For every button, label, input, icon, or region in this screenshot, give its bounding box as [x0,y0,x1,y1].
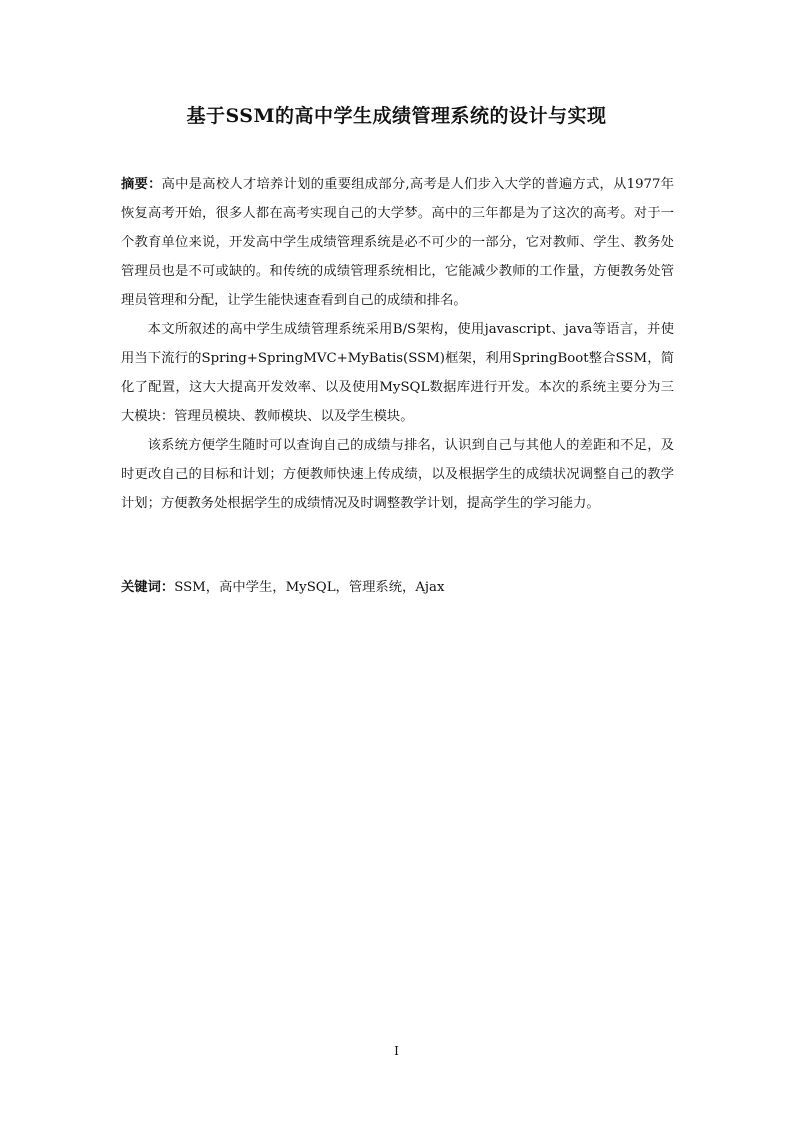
abstract-label: 摘要： [121,177,162,192]
page-number: I [394,1044,399,1058]
keywords-line [121,573,674,602]
abstract-paragraph-1-text: 高中是高校人才培养计划的重要组成部分,高考是人们步入大学的普遍方式，从1977年恢复高考开始，很多人都在高考实现自己的大学梦。高中的三年都是为了这次的高考。对于一个教育单位来说，开发高中学生成绩管理系统是必不可少的一部分，它对教师、学生、教务处管理员也是不可或缺的。和传统的成绩管理系统相比，它能减少教师的工作量，方便教务处管理员管理和分配，让学生能快速查看到自己的成绩和排名。 [121,177,674,308]
keywords-text: SSM，高中学生，MySQL，管理系统，Ajax [174,580,445,595]
keywords-label: 关键词： [121,580,175,595]
abstract-paragraph-1 [121,170,674,315]
abstract-paragraph-3: 该系统方便学生随时可以查询自己的成绩与排名，认识到自己与其他人的差距和不足，及时更改自己的目标和计划；方便教师快速上传成绩，以及根据学生的成绩状况调整自己的教学计划；方便教务处根据学生的成绩情况及时调整教学计划，提高学生的学习能力。 [121,438,674,511]
abstract-paragraph-2: 本文所叙述的高中学生成绩管理系统采用B/S架构，使用javascript、java等语言，并使用当下流行的Spring+SpringMVC+MyBatis(SSM)框架，利用SpringBoot整合SSM，简化了配置，这大大提高开发效率、以及使用MySQL数据库进行开发。本次的系统主要分为三大模块：管理员模块、教师模块、以及学生模块。 [121,322,674,424]
paper-title: 基于SSM的高中学生成绩管理系统的设计与实现 [186,105,607,127]
abstract-section [121,170,674,518]
